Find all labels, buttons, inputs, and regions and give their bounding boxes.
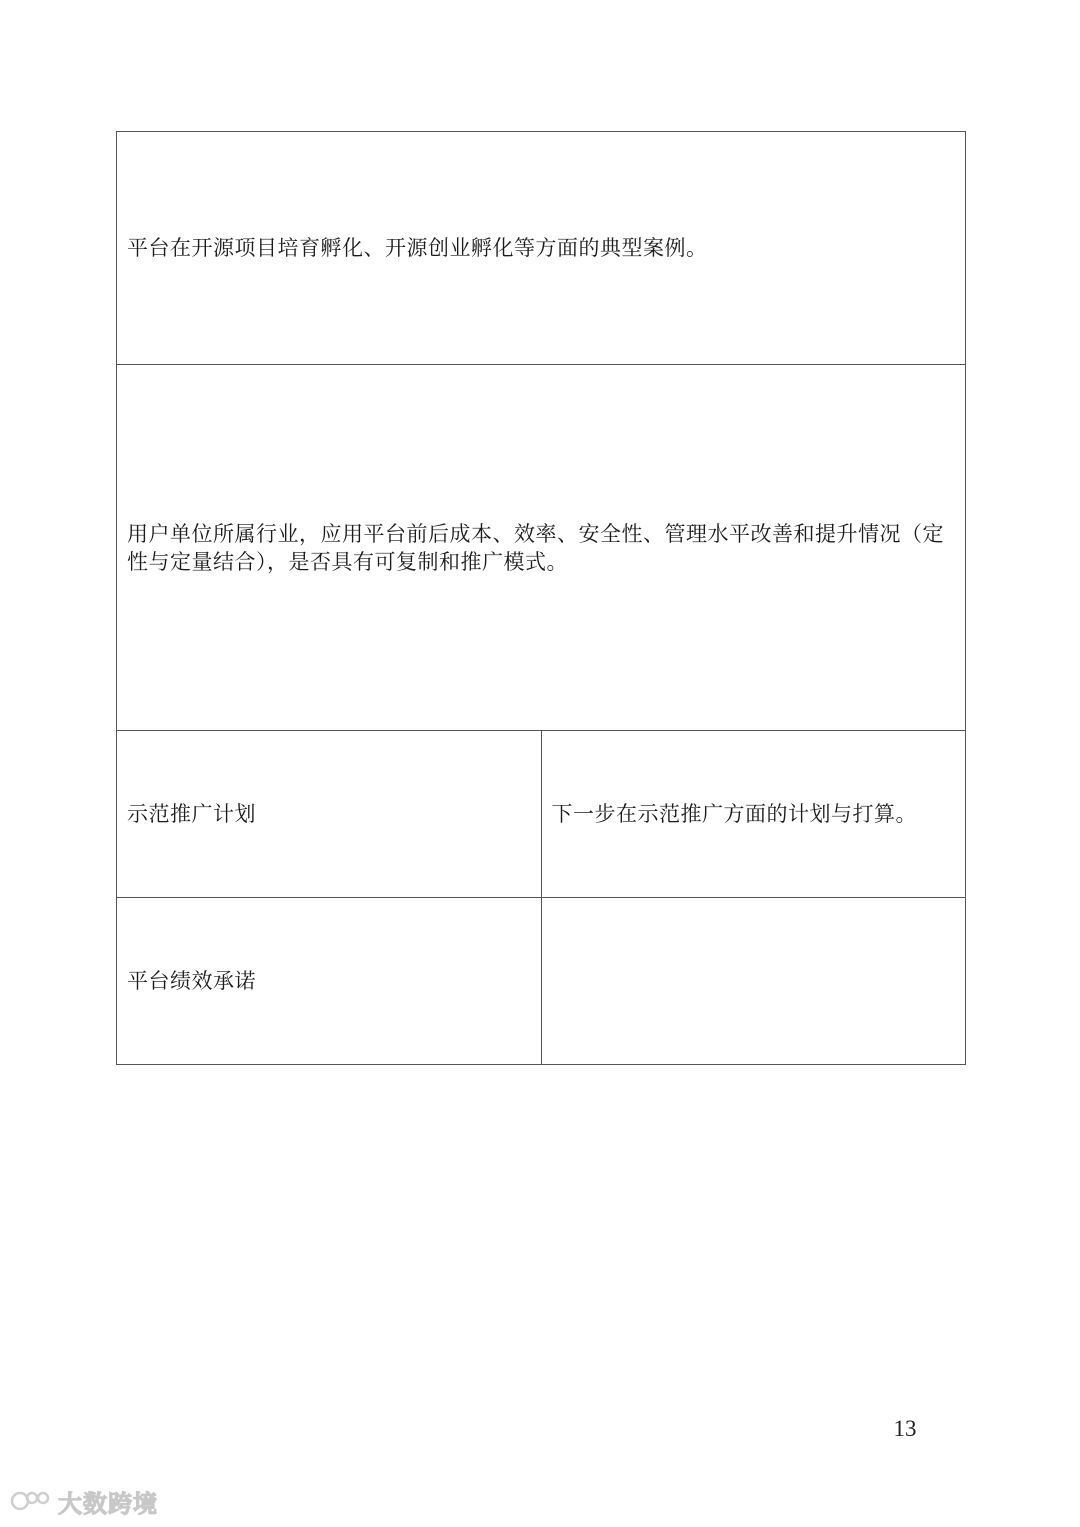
watermark-text: 大数跨境 [58,1489,158,1518]
watermark [10,1486,158,1516]
table-row-typical-cases [117,132,966,365]
promotion-plan-content: 下一步在示范推广方面的计划与打算。 [541,731,966,898]
table-row-promotion-plan [117,731,966,898]
promotion-plan-label: 示范推广计划 [117,731,542,898]
page-number: 13 [893,1416,917,1441]
table-row-user-industry [117,365,966,731]
user-industry-cell: 用户单位所属行业，应用平台前后成本、效率、安全性、管理水平改善和提升情况（定性与定量结合），是否具有可复制和推广模式。 [117,365,966,731]
typical-cases-cell: 平台在开源项目培育孵化、开源创业孵化等方面的典型案例。 [117,132,966,365]
performance-commitment-content [541,898,966,1065]
table-row-performance-commitment [117,898,966,1065]
brand-logo-icon [10,1488,52,1514]
performance-commitment-label: 平台绩效承诺 [117,898,542,1065]
application-form-table [116,131,966,1065]
